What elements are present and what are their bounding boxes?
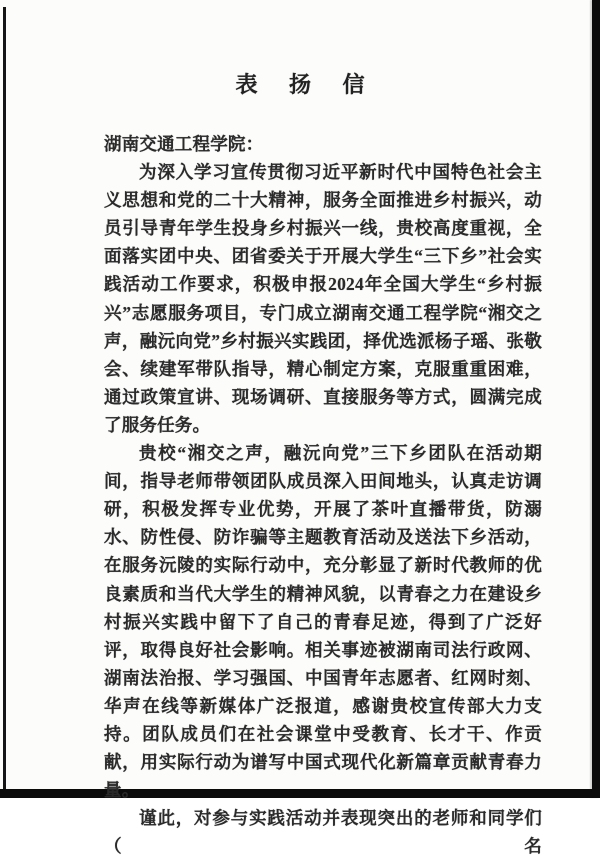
- salutation: 湖南交通工程学院：: [104, 134, 264, 154]
- paragraph-1: 为深入学习宣传贯彻习近平新时代中国特色社会主义思想和党的二十大精神，服务全面推进乡村振兴，动员引导青年学生投身乡村振兴一线，贵校高度重视，全面落实团中央、团省委关于开展大学生“三下乡”社会实践活动工作要求，积极申报2024年全国大学生“乡村振兴”志愿服务项目，专门成立湖南交通工程学院“湘交之声，融沅向党”乡村振兴实践团，择优选派杨子瑶、张敬会、续建军带队指导，精心制定方案，克服重重困难，通过政策宣讲、现场调研、直接服务等方式，圆满完成了服务任务。: [104, 162, 542, 435]
- paragraph-2: 贵校“湘交之声，融沅向党”三下乡团队在活动期间，指导老师带领团队成员深入田间地头，认真走访调研，积极发挥专业优势，开展了茶叶直播带货，防溺水、防性侵、防诈骗等主题教育活动及送法下乡活动，在服务沅陵的实际行动中，充分彰显了新时代教师的优良素质和当代大学生的精神风貌，以青春之力在建设乡村振兴实践中留下了自己的青春足迹，得到了广泛好评，取得良好社会影响。相关事迹被湖南司法行政网、湖南法治报、学习强国、中国青年志愿者、红网时刻、华声在线等新媒体广泛报道，感谢贵校宣传部大力支持。团队成员们在社会课堂中受教育、长才干、作贡献，用实际行动为谱写中国式现代化新篇章贡献青春力量。: [104, 443, 542, 801]
- scan-edge-right: [592, 0, 600, 798]
- letter-title: 表 扬 信: [235, 72, 378, 97]
- scan-edge-left: [3, 7, 6, 790]
- paragraph-3-truncated: 谨此，对参与实践活动并表现突出的老师和同学们（名: [104, 808, 542, 857]
- letter-body: [104, 130, 542, 860]
